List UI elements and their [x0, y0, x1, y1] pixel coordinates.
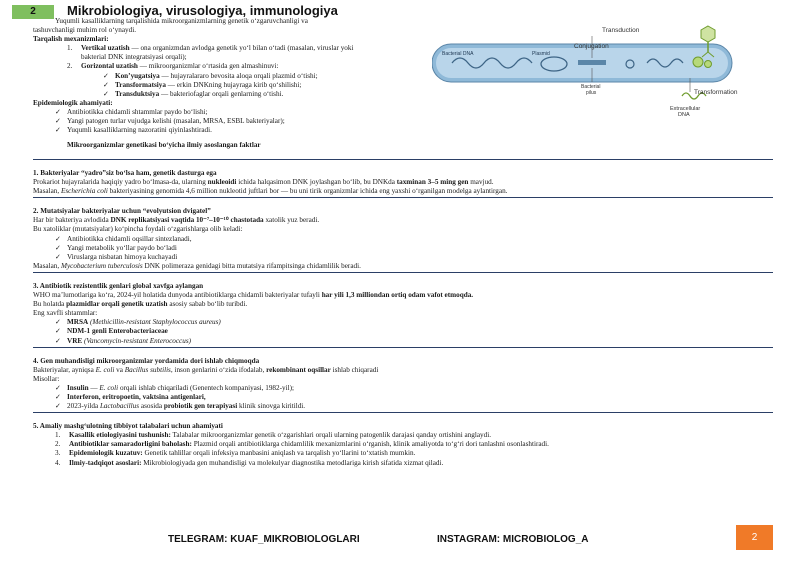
check-icon: ✓	[103, 80, 109, 89]
label-pilus-1: Bacterial	[581, 84, 601, 90]
check-icon: ✓	[55, 107, 61, 116]
paragraph: Misollar:	[33, 374, 60, 383]
paragraph: Eng xavfli shtammlar:	[33, 309, 98, 318]
spread-heading: Tarqalish mexanizmlari:	[33, 35, 109, 44]
list-item: ✓ Yuqumli kasalliklarning nazoratini qiyinlashtiradi.	[55, 126, 212, 135]
section-heading: 2. Mutatsiyalar bakteriyalar uchun “evolyutsion dvigatel”	[33, 207, 211, 216]
list-item: 2. Antibiotiklar samaradorligini baholash: Plazmid orqali antibiotiklarga chidamlilik mexanizmlarini o‘rganish, klinik amaliyotda to‘g‘ri dori tanlashni osonlashtiradi.	[55, 440, 549, 449]
page-number-badge: 2	[12, 5, 54, 19]
list-item: ✓ Antibiotikka chidamli shtammlar paydo bo‘lishi;	[55, 107, 208, 116]
phage-marker	[705, 61, 712, 68]
paragraph: WHO ma’lumotlariga ko‘ra, 2024-yil holatida dunyoda antibiotiklarga chidamli bakteriyalar tufayli har yili 1,3 milliondan ortiq odam vafot etmoqda.	[33, 291, 474, 300]
check-icon: ✓	[55, 252, 61, 261]
check-icon: ✓	[103, 71, 109, 80]
facts-title: Mikroorganizmlar genetikasi bo‘yicha ilmiy asoslangan faktlar	[67, 141, 261, 150]
paragraph: Bu holatda plazmidlar orqali genetik uzatish asosiy sabab bo‘lib turibdi.	[33, 300, 248, 309]
list-item: ✓ Transformatsiya — erkin DNKning hujayraga kirib qo‘shilishi;	[103, 80, 302, 89]
facts-sections	[33, 158, 773, 468]
check-icon: ✓	[55, 383, 61, 392]
gene-transfer-diagram	[432, 22, 772, 122]
intro-text: tashuvchanligi muhim rol o‘ynaydi.	[33, 26, 137, 35]
epi-heading: Epidemiologik ahamiyati:	[33, 98, 113, 107]
list-item: ✓ VRE (Vancomycin-resistant Enterococcus)	[55, 336, 192, 345]
paragraph: Bu xatoliklar (mutatsiyalar) ko‘pincha foydali o‘zgarishlarga olib keladi:	[33, 225, 243, 234]
footer	[0, 531, 800, 547]
label-pilus-2: pilus	[586, 90, 597, 96]
paragraph: Bakteriyalar, ayniqsa E. coli va Bacillus subtilis, inson genlarini o‘zida ifodalab, rekombinant oqsillar ishlab chiqaradi	[33, 365, 379, 374]
label-bacterial-dna: Bacterial DNA	[442, 51, 474, 57]
section-heading: 4. Gen muhandisligi mikroorganizmlar yordamida dori ishlab chiqmoqda	[33, 356, 260, 365]
check-icon: ✓	[55, 243, 61, 252]
section-heading: 1. Bakteriyalar “yadro”siz bo‘lsa ham, genetik dasturga ega	[33, 169, 217, 177]
telegram-link[interactable]: TELEGRAM: KUAF_MIKROBIOLOGLARI	[168, 534, 360, 545]
list-item: ✓ Yangi metabolik yo‘llar paydo bo‘ladi	[55, 243, 177, 252]
paragraph: Har bir bakteriya avlodida DNK replikatsiyasi vaqtida 10⁻⁷–10⁻¹⁰ chastotada xatolik yuz beradi.	[33, 216, 320, 225]
intro-section	[33, 17, 428, 150]
section-heading: 5. Amaliy mashg‘ulotning tibbiyot talabalari uchun ahamiyati	[33, 422, 223, 431]
intro-text: Yuqumli kasalliklarning tarqalishida mikroorganizmlarning genetik o‘zgaruvchanligi va	[55, 17, 308, 25]
list-item: ✓ Kon’yugatsiya — hujayralararo bevosita aloqa orqali plazmid o‘tishi;	[103, 71, 318, 80]
list-item: ✓ Viruslarga nisbatan himoya kuchayadi	[55, 252, 178, 261]
paragraph: Prokariot hujayralarida haqiqiy yadro bo‘lmasa-da, ularning nukleoidi ichida halqasimon DNK joylashgan bo‘lib, bu DNKda taxminan 3–5 ming gen mavjud.	[33, 178, 494, 187]
label-transduction: Transduction	[602, 27, 640, 34]
list-item: 1. Kasallik etiologiyasini tushunish: Talabalar mikroorganizmlar genetik o‘zgarishlari orqali ularning patogenlik darajasi qanday ortishini anglaydi.	[55, 431, 492, 440]
paragraph: Masalan, Mycobacterium tuberculosis DNK polimeraza genidagi bitta mutatsiya rifampitsinga chidamlilik beradi.	[33, 261, 361, 270]
label-transformation: Transformation	[694, 89, 738, 96]
paragraph: Masalan, Escherichia coli bakteriyasining genomida 4,6 million nukleotid juftlari bor — bu uni tirik organizmlar ichida eng yaxshi o‘rganilgan modelga aylantirgan.	[33, 187, 508, 196]
page-number-footer: 2	[736, 525, 773, 550]
check-icon: ✓	[55, 318, 61, 327]
list-item: 2. Gorizontal uzatish — mikroorganizmlar o‘rtasida gen almashinuvi:	[67, 62, 279, 71]
list-item: 4. Ilmiy-tadqiqot asoslari: Mikrobiologiyada gen muhandisligi va molekulyar diagnostika metodlariga kirish sifatida xizmat qiladi.	[55, 458, 444, 467]
list-item: ✓ NDM-1 genli Enterobacteriaceae	[55, 327, 168, 336]
check-icon: ✓	[55, 234, 61, 243]
check-icon: ✓	[55, 402, 61, 411]
list-item: ✓ MRSA (Methicillin-resistant Staphylococcus aureus)	[55, 318, 221, 327]
list-item: 3. Epidemiologik kuzatuv: Genetik tahlillar orqali infeksiya manbasini aniqlash va tarqalish yo‘llarini to‘xtatish mumkin.	[55, 449, 416, 458]
list-item: 1. Vertikal uzatish — ona organizmdan avlodga genetik yo‘l bilan o‘tadi (masalan, viruslar yoki	[67, 44, 354, 53]
check-icon: ✓	[103, 89, 109, 98]
check-icon: ✓	[55, 327, 61, 336]
list-item: ✓ Transduktsiya — bakteriofaglar orqali genlarning o‘tishi.	[103, 89, 284, 98]
label-extracellular-1: Extracellular	[670, 106, 701, 112]
phage-marker	[693, 57, 703, 67]
list-item: ✓ Antibiotikka chidamli oqsillar sintezlanadi,	[55, 234, 192, 243]
list-item: ✓ Yangi patogen turlar vujudga kelishi (masalan, MRSA, ESBL bakteriyalar);	[55, 117, 285, 126]
pilus	[578, 60, 606, 65]
check-icon: ✓	[55, 126, 61, 135]
label-extracellular-2: DNA	[678, 112, 690, 118]
list-item: ✓ Interferon, eritropoetin, vaktsina antigenlari,	[55, 392, 206, 401]
list-item: ✓ Insulin — E. coli orqali ishlab chiqariladi (Genentech kompaniyasi, 1982-yil);	[55, 383, 294, 392]
label-plasmid: Plasmid	[532, 51, 550, 57]
instagram-link[interactable]: INSTAGRAM: MICROBIOLOG_A	[437, 534, 589, 545]
check-icon: ✓	[55, 117, 61, 126]
check-icon: ✓	[55, 336, 61, 345]
check-icon: ✓	[55, 392, 61, 401]
label-conjugation: Conjugation	[574, 43, 609, 50]
page-title: Mikrobiologiya, virusologiya, immunologiya	[67, 3, 338, 18]
section-heading: 3. Antibiotik rezistentlik genlari global xavfga aylangan	[33, 281, 204, 290]
list-item-cont: bakterial DNK integratsiyasi orqali);	[81, 53, 187, 62]
list-item: ✓ 2023-yilda Lactobacillus asosida probiotik gen terapiyasi klinik sinovga kiritildi.	[55, 402, 306, 411]
